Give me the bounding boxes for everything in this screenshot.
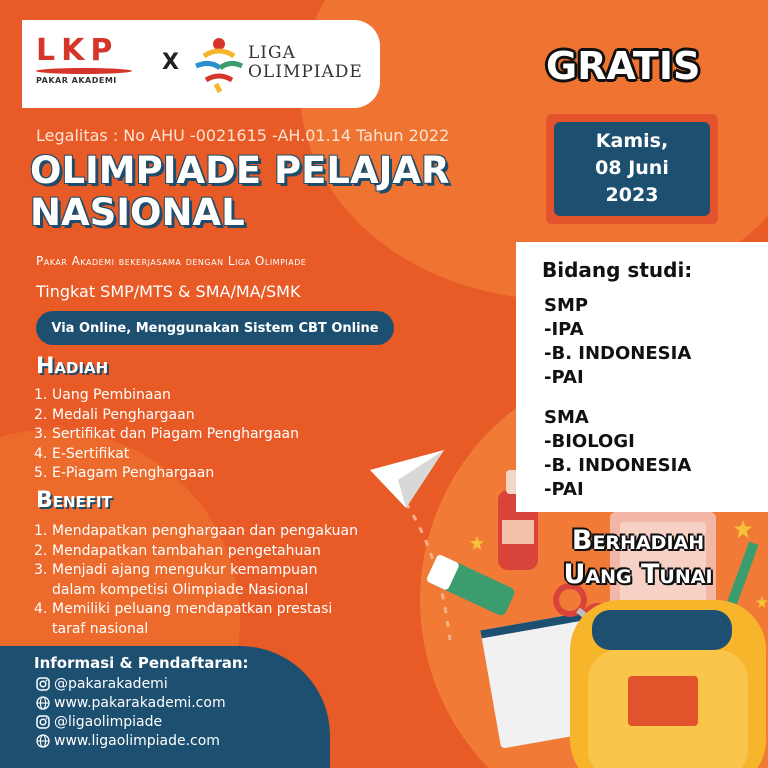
benefit-list bbox=[34, 522, 358, 639]
list-item-text: Medali Penghargaan bbox=[52, 406, 195, 423]
instagram-link-pakarakademi[interactable] bbox=[36, 676, 168, 692]
list-item-text: Sertifikat dan Piagam Penghargaan bbox=[52, 426, 299, 442]
bidang-studi-heading: Bidang studi: bbox=[542, 258, 693, 282]
page-title-line2: NASIONAL bbox=[30, 191, 245, 234]
benefit-heading: Benefit bbox=[36, 488, 112, 513]
event-date-year: 2023 bbox=[605, 184, 659, 206]
smp-label: SMP bbox=[544, 295, 589, 316]
cash-prize-line2: Uang Tunai bbox=[563, 559, 713, 590]
event-date bbox=[554, 122, 710, 216]
page-title-line1: OLIMPIADE PELAJAR bbox=[30, 149, 450, 192]
legal-text: Legalitas : No AHU -0021615 -AH.01.14 Tahun 2022 bbox=[36, 126, 450, 145]
list-item-text: Mendapatkan penghargaan dan pengakuan bbox=[52, 523, 358, 539]
list-item-text: Menjadi ajang mengukur kemampuan bbox=[52, 562, 318, 578]
list-item: 4. Memiliki peluang mendapatkan prestasi bbox=[34, 601, 333, 617]
lkp-logo-letters: LKP bbox=[36, 33, 119, 68]
liga-olimpiade-wordmark bbox=[248, 44, 363, 82]
info-title: Informasi & Pendaftaran: bbox=[34, 654, 249, 672]
liga-wordmark-line1: LIGA bbox=[248, 43, 296, 63]
globe-icon bbox=[36, 734, 50, 748]
subject-item: -B. INDONESIA bbox=[544, 343, 692, 364]
subject-item: -IPA bbox=[544, 319, 584, 340]
subject-item: -B. INDONESIA bbox=[544, 455, 692, 476]
list-item-continued: taraf nasional bbox=[52, 620, 149, 637]
event-date-day: Kamis, bbox=[595, 130, 669, 152]
list-item: 2. Mendapatkan tambahan pengetahuan bbox=[34, 542, 321, 559]
website-link-pakarakademi[interactable] bbox=[36, 695, 226, 711]
logo-box bbox=[22, 20, 380, 108]
list-item-text: Uang Pembinaan bbox=[52, 387, 171, 403]
liga-wordmark-line2: OLIMPIADE bbox=[248, 62, 363, 82]
event-date-month: 08 Juni bbox=[595, 157, 669, 179]
date-board bbox=[546, 114, 718, 224]
cash-prize-line1: Berhadiah bbox=[571, 525, 705, 556]
hadiah-list bbox=[34, 386, 299, 484]
list-item-text: Memiliki peluang mendapatkan prestasi bbox=[52, 601, 333, 617]
spacer bbox=[544, 390, 691, 406]
instagram-handle: @ligaolimpiade bbox=[54, 714, 163, 730]
collaboration-x: X bbox=[162, 50, 179, 75]
level-text: Tingkat SMP/MTS & SMA/MA/SMK bbox=[36, 282, 301, 301]
instagram-icon bbox=[36, 677, 50, 691]
gratis-badge: GRATIS bbox=[546, 44, 701, 88]
instagram-icon bbox=[36, 715, 50, 729]
website-url: www.ligaolimpiade.com bbox=[54, 733, 220, 749]
list-item-continued: dalam kompetisi Olimpiade Nasional bbox=[52, 581, 309, 598]
list-item-text: E-Sertifikat bbox=[52, 445, 130, 462]
list-item: 1. Uang Pembinaan bbox=[34, 387, 171, 403]
lkp-logo-swoosh bbox=[36, 68, 132, 74]
subject-item: -PAI bbox=[544, 367, 584, 388]
globe-icon bbox=[36, 696, 50, 710]
lkp-logo bbox=[36, 33, 148, 85]
bidang-studi-list bbox=[544, 294, 691, 502]
list-item: 2. Medali Penghargaan bbox=[34, 406, 195, 423]
via-online-badge: Via Online, Menggunakan Sistem CBT Online bbox=[36, 311, 394, 345]
list-item: 3. Menjadi ajang mengukur kemampuan bbox=[34, 562, 318, 578]
list-item: 4. E-Sertifikat bbox=[34, 445, 130, 462]
instagram-link-ligaolimpiade[interactable] bbox=[36, 714, 162, 730]
cash-prize-banner bbox=[528, 524, 748, 592]
backpack-icon bbox=[570, 600, 766, 768]
liga-olimpiade-logo-icon bbox=[190, 34, 248, 94]
lkp-logo-subtitle: PAKAR AKADEMI bbox=[36, 76, 117, 85]
hadiah-heading: Hadiah bbox=[36, 354, 109, 379]
list-item: 3. Sertifikat dan Piagam Penghargaan bbox=[34, 426, 299, 442]
sma-label: SMA bbox=[544, 407, 589, 428]
partner-text: Pakar Akademi bekerjasama dengan Liga Olimpiade bbox=[36, 254, 307, 268]
instagram-handle: @pakarakademi bbox=[54, 676, 168, 692]
list-item-text: E-Piagam Penghargaan bbox=[52, 465, 215, 481]
website-url: www.pakarakademi.com bbox=[54, 695, 226, 711]
list-item-text: Mendapatkan tambahan pengetahuan bbox=[52, 542, 321, 559]
list-item: 1. Mendapatkan penghargaan dan pengakuan bbox=[34, 523, 358, 539]
subject-item: -BIOLOGI bbox=[544, 431, 635, 452]
subject-item: -PAI bbox=[544, 479, 584, 500]
page-title bbox=[30, 150, 510, 234]
website-link-ligaolimpiade[interactable] bbox=[36, 733, 220, 749]
list-item: 5. E-Piagam Penghargaan bbox=[34, 465, 215, 481]
